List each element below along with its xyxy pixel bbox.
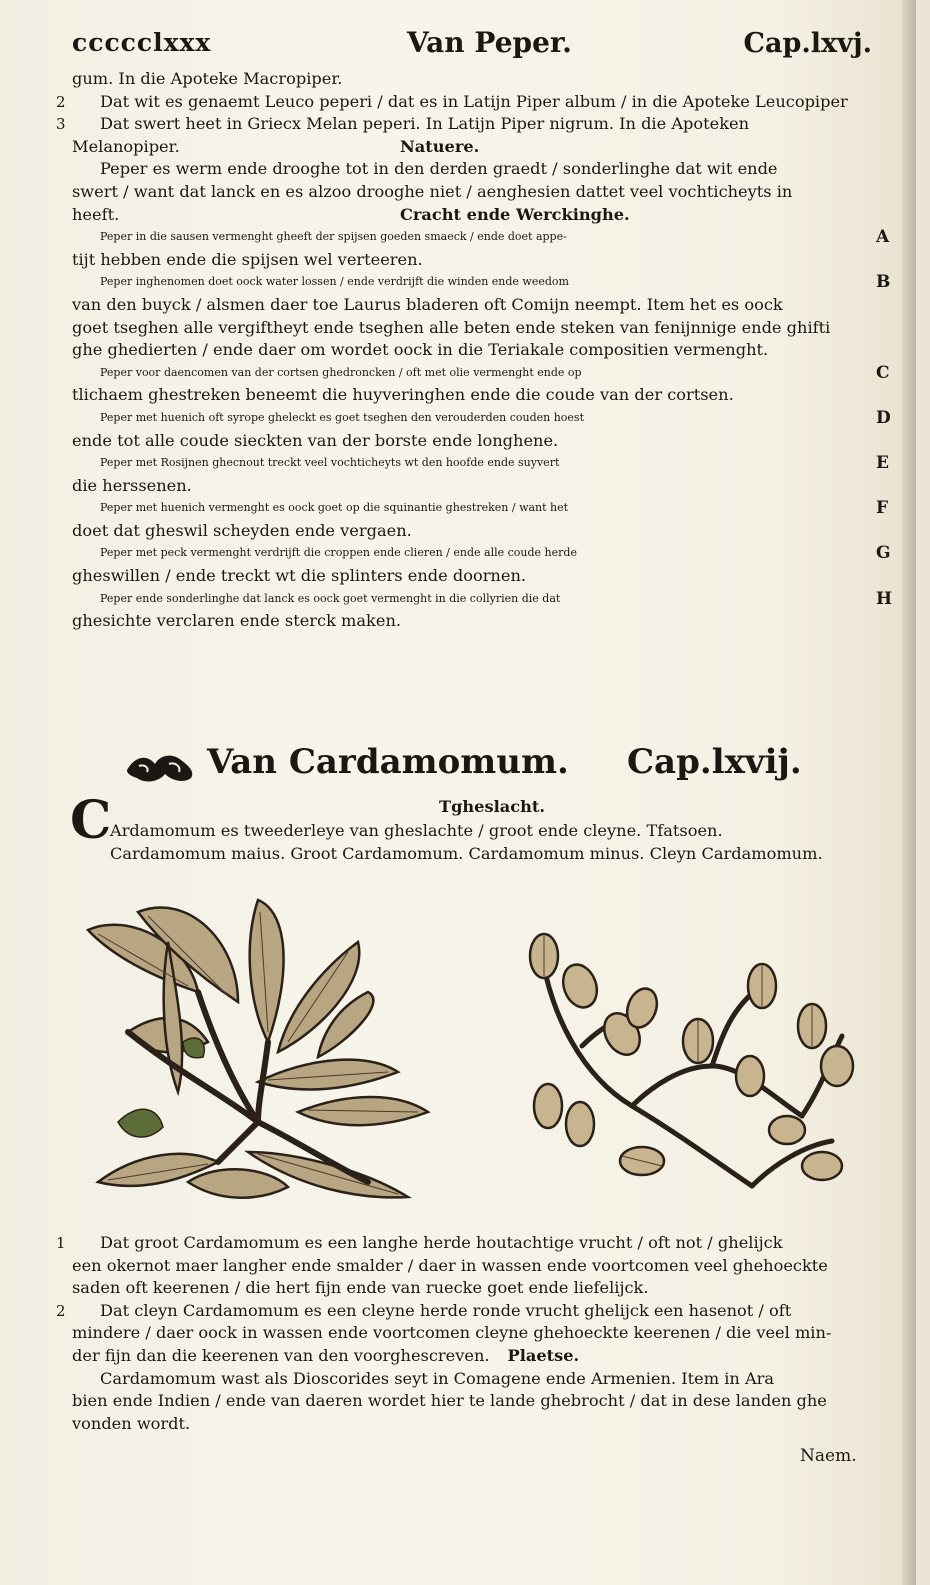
text-line <box>72 1345 872 1368</box>
page-header <box>72 28 872 64</box>
text-line <box>72 136 872 159</box>
text-line <box>72 475 872 498</box>
text-line <box>72 362 890 385</box>
running-title: Van Peper. <box>407 26 572 59</box>
text-line <box>72 204 872 227</box>
line-text: Peper ende sonderlinghe dat lanck es oock goet vermenght in die collyrien die dat <box>100 591 561 605</box>
line-text: Peper in die sausen vermenght gheeft der spijsen goeden smaeck / ende doet appe- <box>100 230 567 244</box>
line-text: gum. In die Apoteke Macropiper. <box>72 69 343 88</box>
line-text: vonden wordt. <box>72 1413 191 1433</box>
chapter-number: Cap.lxvj. <box>743 28 872 59</box>
line-text: van den buyck / alsmen daer toe Laurus bladeren oft Comijn neempt. Item het es oock <box>72 294 783 314</box>
text-line <box>72 271 891 294</box>
line-text: Peper inghenomen doet oock water lossen / ende verdrijft die winden ende weedom <box>100 275 569 289</box>
pepper-text-block <box>56 68 893 633</box>
text-line <box>72 1255 872 1278</box>
margin-letter: A <box>876 227 890 248</box>
text-line <box>56 1300 872 1323</box>
page-edge <box>902 0 916 1585</box>
line-text: bien ende Indien / ende van daeren wordet hier te lande ghebrocht / dat in dese landen ghe <box>72 1391 827 1411</box>
margin-letter: F <box>876 498 889 519</box>
section-heading-row <box>72 796 872 819</box>
chapter-title-text: Van Cardamomum. <box>207 742 569 782</box>
text-line <box>72 497 889 520</box>
text-line <box>72 430 872 453</box>
line-text: ghesichte verclaren ende sterck maken. <box>72 611 402 631</box>
text-line <box>72 339 872 362</box>
text-line <box>110 820 870 843</box>
margin-letter: D <box>876 407 891 428</box>
line-text: Cardamomum maius. Groot Cardamomum. Cardamomum minus. Cleyn Cardamomum. <box>110 843 823 863</box>
line-text: Dat cleyn Cardamomum es een cleyne herde ronde vrucht ghelijck een hasenot / oft <box>100 1300 792 1320</box>
line-text: ghe ghedierten / ende daer om wordet oock in die Teriakale compositien vermenght. <box>72 340 769 360</box>
line-text: die herssenen. <box>72 475 192 495</box>
line-text: Peper met peck vermenght verdrijft die croppen ende clieren / ende alle coude herde <box>100 546 577 560</box>
text-line <box>72 1413 872 1436</box>
margin-letter: E <box>876 453 889 474</box>
paragraph-number: 2 <box>56 92 66 111</box>
section-label: Cracht ende Werckinghe. <box>400 204 630 224</box>
text-line <box>72 452 889 475</box>
text-line <box>72 158 872 181</box>
line-text: Peper voor daencomen van der cortsen ghedroncken / oft met olie vermenght ende op <box>100 365 582 379</box>
line-text: tlichaem ghestreken beneemt die huyveringhen ende die coude van der cortsen. <box>72 385 734 405</box>
margin-letter: G <box>876 543 891 564</box>
line-text: gheswillen / ende treckt wt die splinters ende doornen. <box>72 566 527 586</box>
drop-capital: C <box>70 790 112 851</box>
line-text: Cardamomum wast als Dioscorides seyt in Comagene ende Armenien. Item in Ara <box>100 1368 775 1388</box>
margin-letter: B <box>876 272 891 293</box>
text-line <box>72 226 890 249</box>
text-line <box>56 1232 872 1255</box>
section-label: Plaetse. <box>507 1345 580 1365</box>
text-line <box>72 610 872 633</box>
line-text: doet dat gheswil scheyden ende vergaen. <box>72 520 412 540</box>
line-text: Ardamomum es tweederleye van gheslachte / groot ende cleyne. Tfatsoen. <box>110 821 723 840</box>
line-text: swert / want dat lanck en es alzoo drooghe niet / aenghesien dattet veel vochticheyts in <box>72 181 793 201</box>
line-text: Peper met huenich vermenght es oock goet op die squinantie ghestreken / want het <box>100 501 569 515</box>
text-line <box>72 520 872 543</box>
text-line <box>56 113 872 136</box>
text-line <box>72 317 872 340</box>
line-text: Dat groot Cardamomum es een langhe herde houtachtige vrucht / oft not / ghelijck <box>100 1233 783 1252</box>
paragraph-number: 2 <box>56 1301 66 1320</box>
text-line <box>72 542 891 565</box>
paragraph-number: 1 <box>56 1234 66 1252</box>
text-line <box>72 1368 872 1391</box>
line-text: mindere / daer oock in wassen ende voortcomen cleyne ghehoeckte keerenen / die veel min- <box>72 1323 832 1343</box>
chapter-title-number: Cap.lxvij. <box>627 742 802 782</box>
text-line <box>72 384 872 407</box>
text-line <box>72 181 872 204</box>
line-text: tijt hebben ende die spijsen wel verteeren. <box>72 249 423 269</box>
large-cardamom-woodcut <box>68 882 444 1212</box>
text-line <box>72 588 893 611</box>
text-line <box>72 407 891 430</box>
text-line <box>72 1322 872 1345</box>
line-text: een okernot maer langher ende smalder / daer in wassen ende voortcomen veel ghehoeckte <box>72 1255 828 1275</box>
catchword: Naem. <box>800 1446 857 1466</box>
line-text: Peper met huenich oft syrope gheleckt es goet tseghen den verouderden couden hoest <box>100 410 584 424</box>
line-text: ende tot alle coude sieckten van der borste ende longhene. <box>72 430 559 450</box>
line-text: Peper es werm ende drooghe tot in den derden graedt / sonderlinghe dat wit ende <box>100 159 778 179</box>
chapter-title <box>125 742 865 788</box>
small-cardamom-woodcut <box>522 916 866 1208</box>
line-text: der fijn dan die keerenen van den voorghescreven. <box>72 1345 490 1365</box>
text-line <box>72 294 872 317</box>
text-line <box>56 91 872 114</box>
line-text: Peper met Rosijnen ghecnout treckt veel vochticheyts wt den hoofde ende suyvert <box>100 456 560 470</box>
margin-letter: C <box>876 362 890 383</box>
cardamom-text-block <box>56 1232 872 1435</box>
section-label: Natuere. <box>400 136 480 156</box>
text-line <box>72 1390 872 1413</box>
section-heading: Tgheslacht. <box>439 797 545 816</box>
text-line <box>72 249 872 272</box>
folio-number: ccccclxxx <box>72 28 212 57</box>
margin-letter: H <box>876 588 893 609</box>
line-text: Melanopiper. <box>72 136 180 156</box>
text-line <box>72 68 872 91</box>
line-text: Dat wit es genaemt Leuco peperi / dat es in Latijn Piper album / in die Apoteke Leucopiper <box>100 91 848 111</box>
text-line <box>110 843 870 866</box>
text-line <box>72 565 872 588</box>
line-text: heeft. <box>72 204 120 224</box>
line-text: goet tseghen alle vergiftheyt ende tseghen alle beten ende steken van fenijnnige ende ghifti <box>72 317 831 337</box>
text-line <box>72 1277 872 1300</box>
fleuron-icon <box>125 750 197 784</box>
paragraph-number: 3 <box>56 115 66 134</box>
genus-text-block <box>110 820 870 865</box>
line-text: saden oft keerenen / die hert fijn ende van ruecke goet ende liefelijck. <box>72 1278 649 1298</box>
line-text: Dat swert heet in Griecx Melan peperi. In Latijn Piper nigrum. In die Apoteken <box>100 114 750 134</box>
